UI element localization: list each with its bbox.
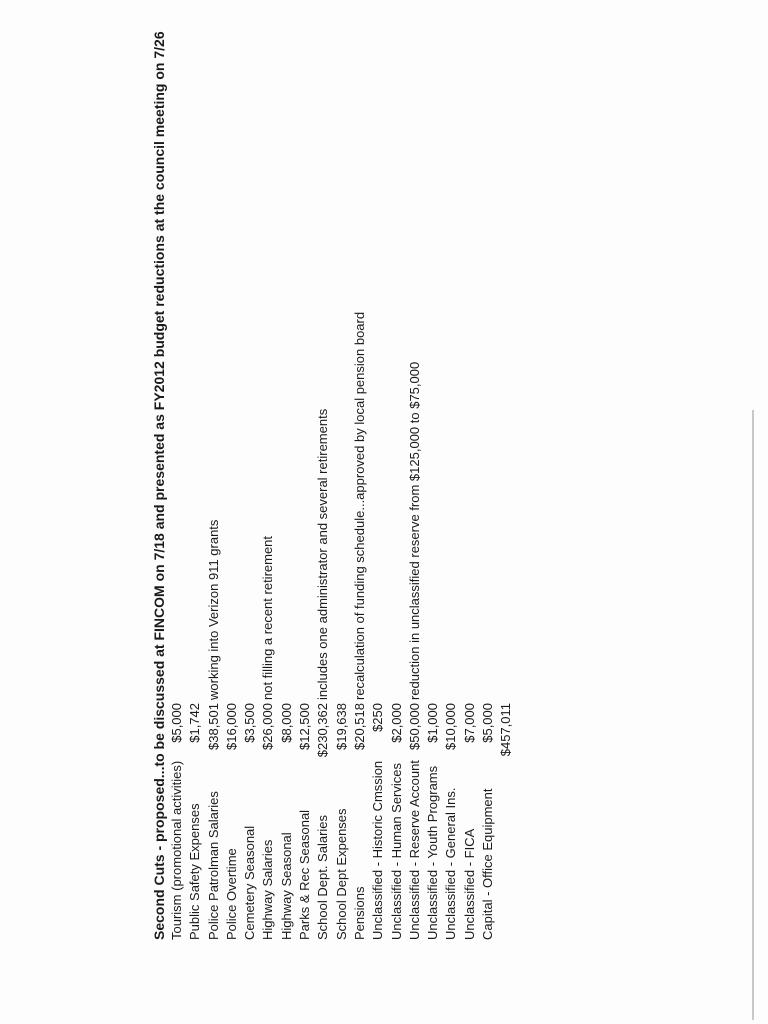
row-note: includes one administrator and several retirements bbox=[315, 408, 331, 700]
row-amount: $16,000 bbox=[223, 703, 239, 750]
rotated-content bbox=[150, 31, 530, 940]
row-label: Cemetery Seasonal bbox=[242, 825, 258, 940]
row-amount: $8,000 bbox=[278, 703, 294, 743]
row-label: Police Patrolman Salaries bbox=[205, 791, 221, 940]
row-amount: $50,000 bbox=[406, 703, 422, 750]
row-amount: $230,362 bbox=[315, 703, 331, 758]
row-label: School Dept. Salaries bbox=[315, 814, 331, 940]
row-amount: $250 bbox=[370, 703, 386, 732]
row-amount: $12,500 bbox=[297, 703, 313, 750]
row-label: Capital - Office Equipment bbox=[480, 788, 496, 940]
total-amount: $457,011 bbox=[498, 703, 514, 757]
row-amount: $19,638 bbox=[333, 703, 349, 750]
row-label: Unclassified - Human Services bbox=[388, 762, 404, 940]
row-label: Unclassified - Historic Cmssion bbox=[370, 760, 386, 940]
row-note: not filling a recent retirement bbox=[260, 535, 276, 700]
row-label: Highway Seasonal bbox=[278, 832, 294, 940]
row-amount: $20,518 bbox=[351, 703, 367, 750]
row-amount: $10,000 bbox=[443, 703, 459, 750]
row-label: Unclassified - General Ins. bbox=[443, 787, 459, 940]
row-label: Highway Salaries bbox=[260, 839, 276, 940]
row-amount: $7,000 bbox=[461, 703, 477, 743]
scan-edge-mark bbox=[752, 410, 754, 1020]
row-label: Pensions bbox=[351, 886, 367, 940]
row-amount: $1,000 bbox=[425, 703, 441, 743]
row-label: Tourism (promotional activities) bbox=[169, 760, 184, 940]
row-label: Unclassified - FICA bbox=[461, 828, 477, 940]
row-note: recalculation of funding schedule...approved by local pension board bbox=[351, 311, 367, 700]
row-amount: $5,000 bbox=[480, 703, 496, 743]
row-amount: $2,000 bbox=[388, 703, 404, 743]
row-label: School Dept Expenses bbox=[333, 808, 349, 940]
row-amount: $26,000 bbox=[260, 703, 276, 750]
row-amount: $3,500 bbox=[242, 703, 258, 743]
row-amount: $38,501 bbox=[205, 703, 221, 750]
row-label: Unclassified - Youth Programs bbox=[425, 765, 441, 940]
row-note: reduction in unclassified reserve from $125,000 to $75,000 bbox=[406, 361, 422, 700]
row-label: Unclassified - Reserve Account bbox=[406, 760, 422, 940]
row-amount: $5,000 bbox=[169, 703, 184, 743]
row-note: working into Verizon 911 grants bbox=[205, 519, 221, 700]
row-amount: $1,742 bbox=[187, 703, 203, 743]
row-label: Public Safety Expenses bbox=[187, 803, 203, 940]
row-label: Police Overtime bbox=[223, 848, 239, 940]
document-title: Second Cuts - proposed...to be discussed at FINCOM on 7/18 and presented as FY2012 budget reductions at the council meeting on 7/26 bbox=[151, 31, 167, 940]
row-label: Parks & Rec Seasonal bbox=[297, 809, 313, 940]
